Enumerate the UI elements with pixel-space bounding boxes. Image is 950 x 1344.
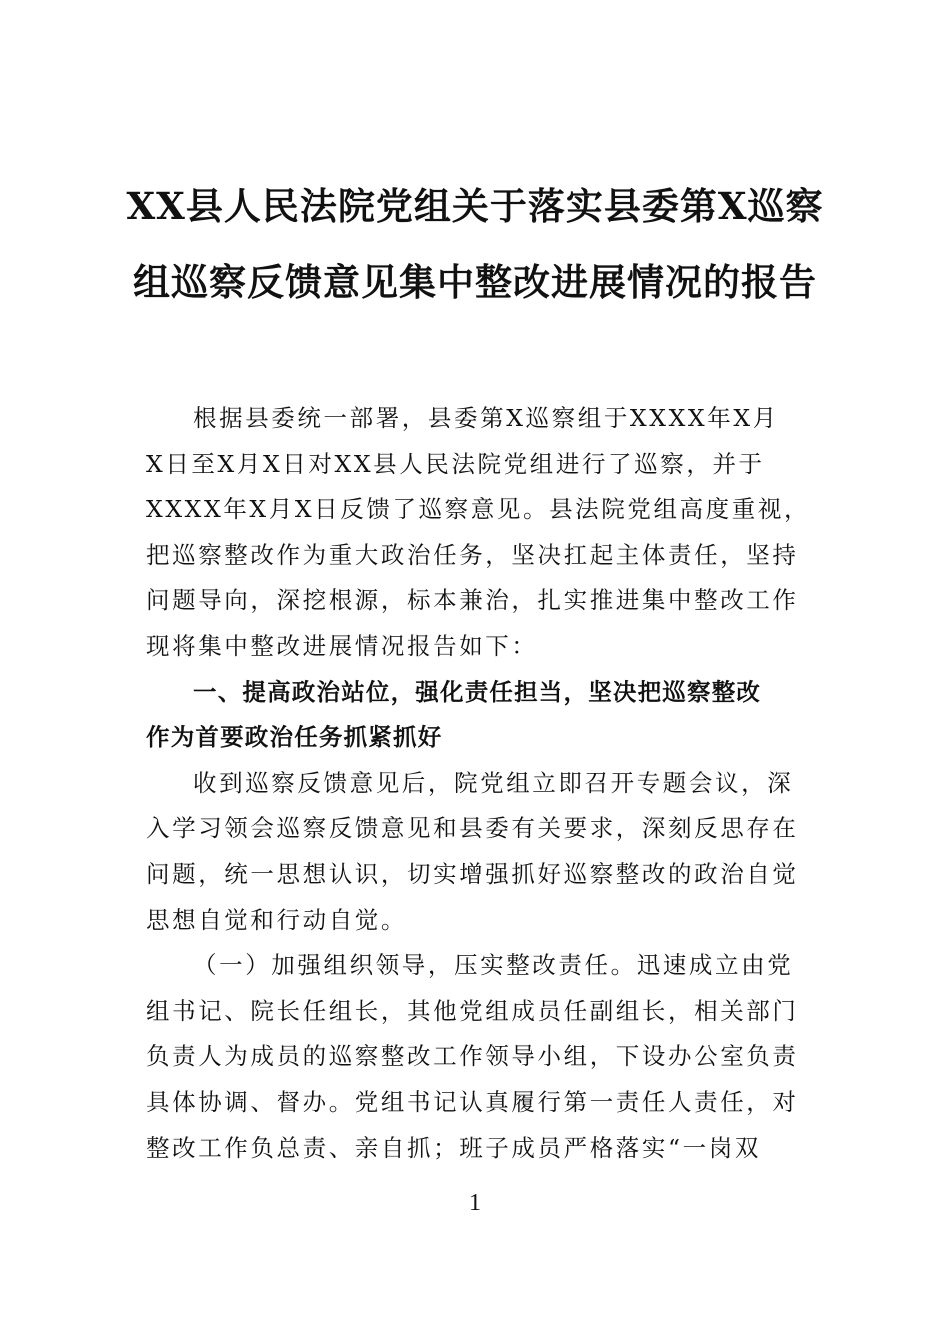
text-line: 思想自觉和行动自觉。 bbox=[146, 905, 407, 934]
text-line: 问题导向，深挖根源，标本兼治，扎实推进集中整改工作 bbox=[146, 586, 799, 615]
text-line: 具体协调、督办。党组书记认真履行第一责任人责任，对 bbox=[146, 1087, 799, 1116]
section-heading-1 bbox=[146, 670, 806, 761]
text-line: 入学习领会巡察反馈意见和县委有关要求，深刻反思存在 bbox=[146, 814, 799, 843]
text-line: 负责人为成员的巡察整改工作领导小组，下设办公室负责 bbox=[146, 1042, 799, 1071]
section-1-paragraph bbox=[146, 761, 806, 943]
text-line: XXXX年X月X日反馈了巡察意见。县法院党组高度重视， bbox=[146, 495, 811, 524]
text-line: 收到巡察反馈意见后，院党组立即召开专题会议，深 bbox=[193, 768, 794, 797]
text-line: 整改工作负总责、亲自抓；班子成员严格落实“一岗双 bbox=[146, 1133, 761, 1162]
heading-line: 作为首要政治任务抓紧抓好 bbox=[146, 723, 443, 752]
text-line: 现将集中整改进展情况报告如下： bbox=[146, 631, 538, 660]
title-line: XX县人民法院党组关于落实县委第X巡察 bbox=[126, 184, 824, 228]
text-line: 把巡察整改作为重大政治任务，坚决扛起主体责任，坚持 bbox=[146, 540, 799, 569]
document-title bbox=[100, 168, 850, 320]
text-line: 组书记、院长任组长，其他党组成员任副组长，相关部门 bbox=[146, 996, 799, 1025]
text-line: X日至X月X日对XX县人民法院党组进行了巡察，并于 bbox=[146, 449, 765, 478]
page-number: 1 bbox=[469, 1190, 481, 1216]
intro-paragraph bbox=[146, 396, 811, 670]
title-line: 组巡察反馈意见集中整改进展情况的报告 bbox=[133, 260, 817, 304]
text-line: 根据县委统一部署，县委第X巡察组于XXXX年X月 bbox=[193, 404, 779, 432]
text-line: （一）加强组织领导，压实整改责任。迅速成立由党 bbox=[193, 951, 794, 980]
text-line: 问题，统一思想认识，切实增强抓好巡察整改的政治自觉 bbox=[146, 859, 799, 888]
heading-line: 一、提高政治站位，强化责任担当，坚决把巡察整改 bbox=[193, 677, 762, 706]
subsection-1-paragraph bbox=[146, 943, 806, 1171]
document-body bbox=[146, 396, 811, 1171]
